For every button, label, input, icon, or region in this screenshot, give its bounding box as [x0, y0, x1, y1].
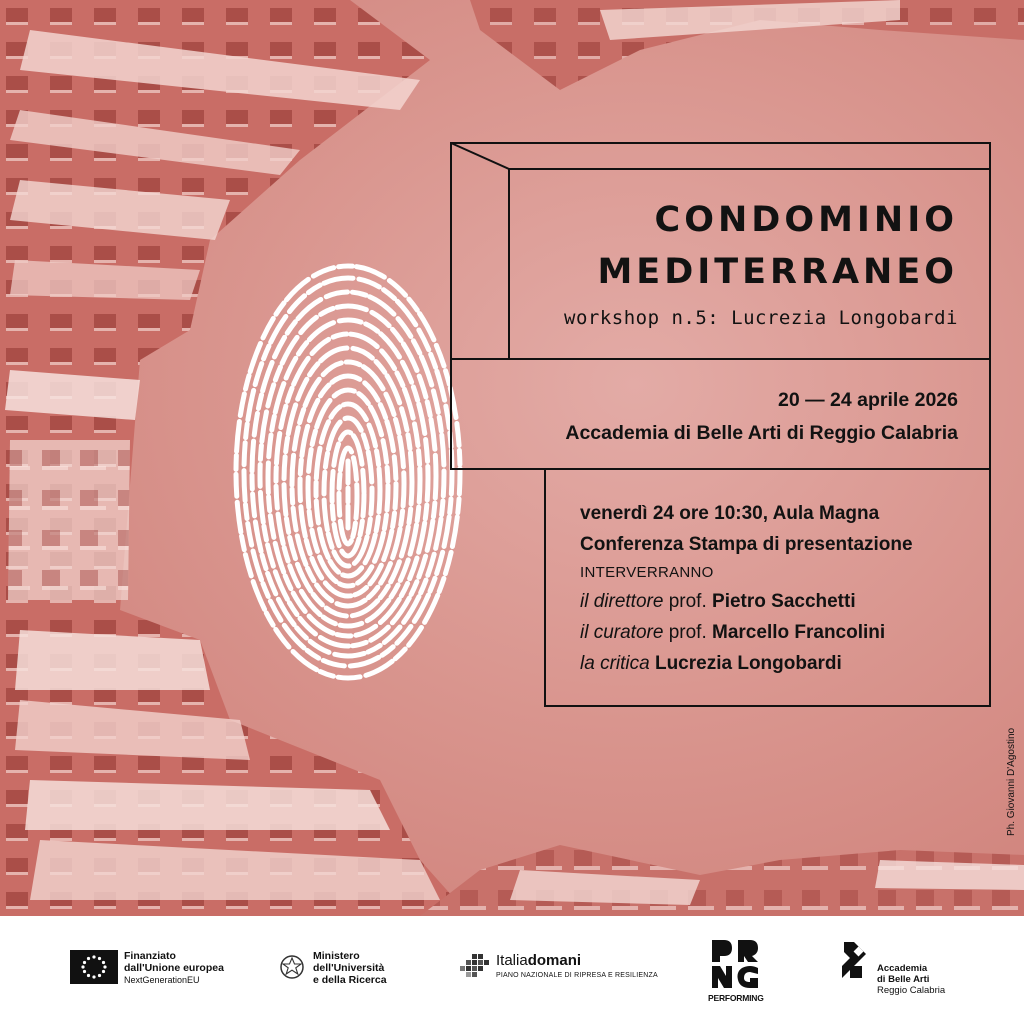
speaker-item	[580, 586, 913, 617]
sponsor-logo-bar	[0, 916, 1024, 1024]
subtitle: workshop n.5: Lucrezia Longobardi	[564, 307, 958, 329]
dates-frame	[450, 358, 991, 470]
accademia-line-2: di Belle Arti	[877, 974, 930, 985]
conference-title: Conferenza Stampa di presentazione	[580, 534, 913, 555]
eu-flag-icon	[70, 950, 118, 984]
conference-info	[580, 498, 913, 679]
accademia-line-1: Accademia	[877, 963, 928, 974]
frame-perspective-line	[450, 142, 510, 172]
performing-label: PERFORMING	[708, 993, 764, 1003]
accademia-mark-icon	[840, 940, 870, 980]
speaker-title: prof.	[668, 591, 707, 612]
photo-credit: Ph. Giovanni D'Agostino	[1006, 727, 1017, 836]
italiadomani-brand-light: Italia	[496, 952, 528, 969]
title-line-1: CONDOMINIO	[654, 200, 958, 240]
speaker-item	[580, 648, 913, 679]
speaker-item	[580, 617, 913, 648]
ministero-line-2: dell'Università	[313, 962, 385, 974]
ministero-line-1: Ministero	[313, 950, 360, 962]
eu-line-3: NextGenerationEU	[124, 975, 200, 985]
speaker-role: la critica	[580, 653, 650, 674]
italiadomani-tagline: PIANO NAZIONALE DI RIPRESA E RESILIENZA	[496, 972, 658, 979]
ministero-line-3: e della Ricerca	[313, 974, 387, 986]
eu-line-2: dall'Unione europea	[124, 962, 224, 974]
italian-emblem-icon	[279, 952, 305, 982]
event-dates: 20 — 24 aprile 2026	[778, 389, 958, 411]
speaker-role: il curatore	[580, 622, 664, 643]
italiadomani-brand-bold: domani	[527, 952, 582, 969]
accademia-line-3: Reggio Calabria	[877, 985, 946, 996]
conference-time: venerdì 24 ore 10:30, Aula Magna	[580, 503, 880, 524]
speakers-heading: INTERVERRANNO	[580, 564, 714, 581]
speaker-name: Lucrezia Longobardi	[654, 653, 842, 674]
title-line-2: MEDITERRANEO	[597, 252, 958, 292]
speaker-name: Marcello Francolini	[712, 622, 886, 643]
speaker-title: prof.	[668, 622, 707, 643]
speaker-name: Pietro Sacchetti	[712, 591, 856, 612]
event-venue: Accademia di Belle Arti di Reggio Calabria	[565, 422, 958, 444]
performing-monogram-icon	[710, 938, 762, 990]
italiadomani-brand	[496, 952, 581, 969]
speaker-role: il direttore	[580, 591, 664, 612]
eu-line-1: Finanziato	[124, 950, 176, 962]
fingerprint-icon	[226, 256, 486, 688]
italiadomani-mark-icon	[458, 952, 490, 978]
